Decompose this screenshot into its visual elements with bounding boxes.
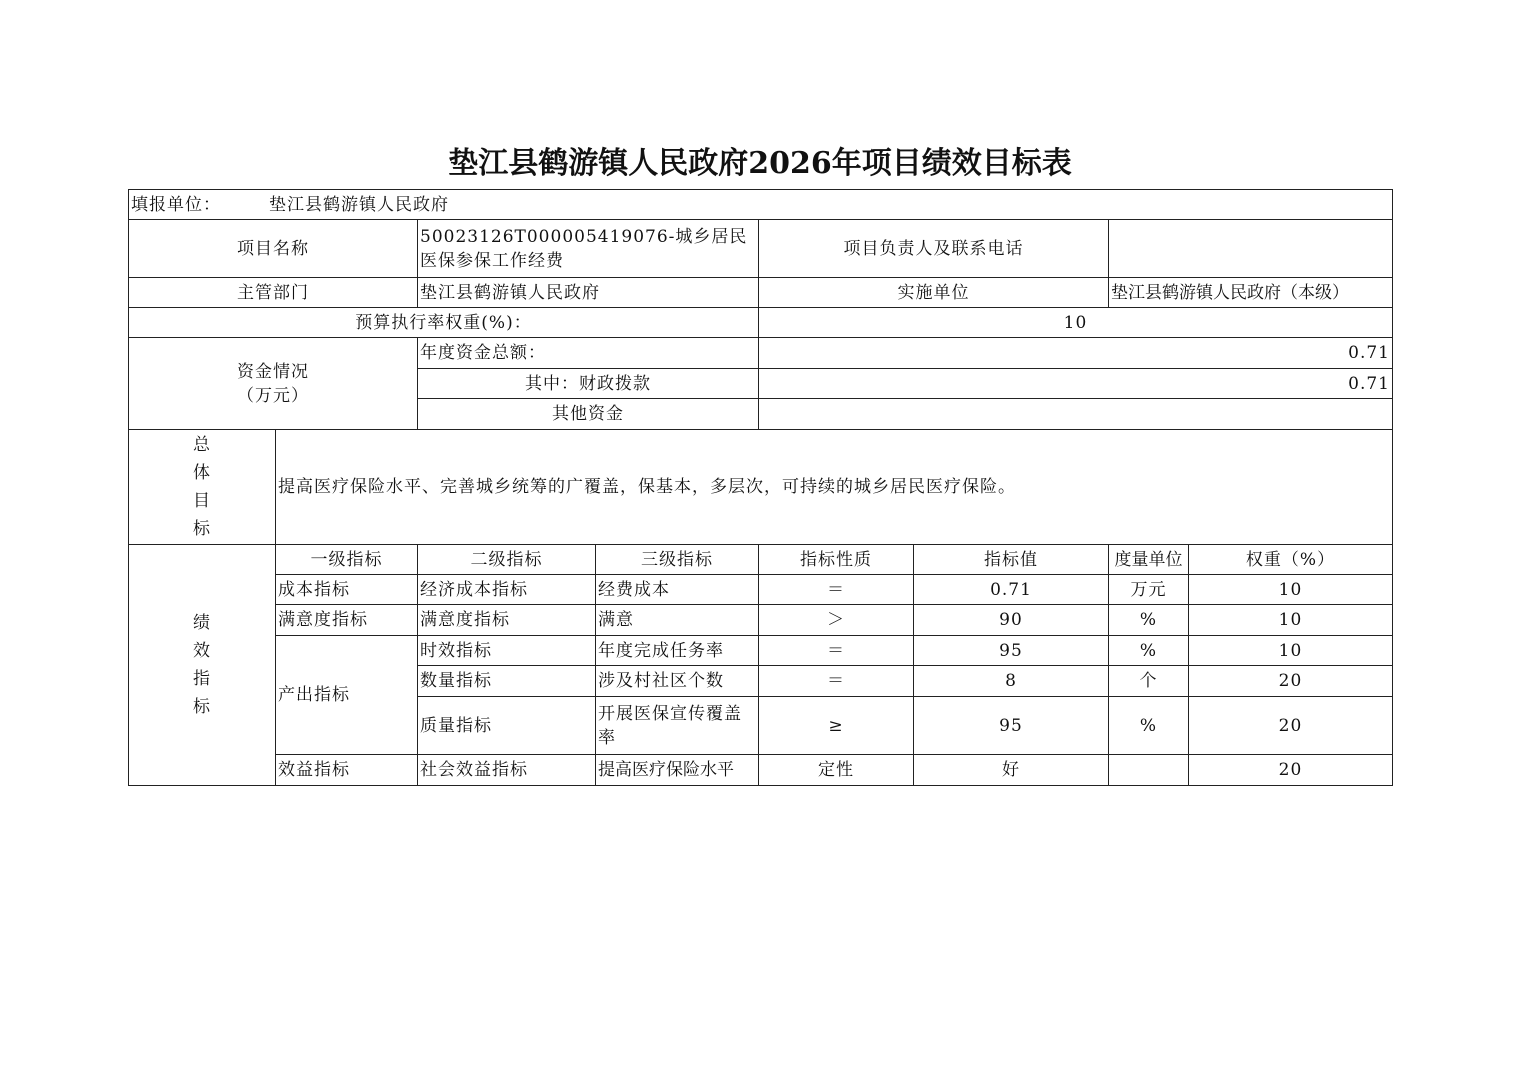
header-level1: 一级指标 <box>276 545 418 575</box>
table-row <box>129 755 1393 786</box>
cell-level2: 质量指标 <box>418 697 596 755</box>
fill-unit-label: 填报单位： <box>131 194 221 215</box>
cell-unit <box>1109 755 1189 786</box>
funds-label-line2: （万元） <box>237 385 309 406</box>
overall-goal-char: 目 <box>192 491 211 511</box>
cell-level2: 数量指标 <box>418 666 596 697</box>
overall-goal-label <box>129 430 276 545</box>
budget-weight-label: 预算执行率权重(%)： <box>129 308 759 338</box>
indicators-char: 绩 <box>192 613 211 633</box>
cell-level2: 满意度指标 <box>418 605 596 636</box>
cell-unit: % <box>1109 697 1189 755</box>
cell-level3: 提高医疗保险水平 <box>596 755 759 786</box>
cell-level3: 经费成本 <box>596 575 759 605</box>
header-unit: 度量单位 <box>1109 545 1189 575</box>
overall-goal-char: 体 <box>192 463 211 483</box>
fill-unit-row <box>129 190 1393 220</box>
cell-unit: % <box>1109 605 1189 636</box>
cell-value: 95 <box>914 636 1109 666</box>
indicators-label-text <box>192 609 212 721</box>
project-name-value: 50023126T000005419076-城乡居民医保参保工作经费 <box>418 220 759 278</box>
funds-label-line1: 资金情况 <box>237 361 309 382</box>
cell-level1: 成本指标 <box>276 575 418 605</box>
cell-nature: ≥ <box>759 697 914 755</box>
department-value: 垫江县鹤游镇人民政府 <box>418 278 759 308</box>
funds-fiscal-value: 0.71 <box>759 369 1393 399</box>
header-nature: 指标性质 <box>759 545 914 575</box>
cell-level3: 年度完成任务率 <box>596 636 759 666</box>
indicators-char: 效 <box>192 641 211 661</box>
implementing-unit-value: 垫江县鹤游镇人民政府（本级） <box>1109 278 1393 308</box>
cell-level2: 时效指标 <box>418 636 596 666</box>
fill-unit-value: 垫江县鹤游镇人民政府 <box>269 194 449 215</box>
department-row <box>129 278 1393 308</box>
table-row <box>129 605 1393 636</box>
cell-unit: % <box>1109 636 1189 666</box>
budget-weight-value: 10 <box>759 308 1393 338</box>
header-level2: 二级指标 <box>418 545 596 575</box>
implementing-unit-label: 实施单位 <box>759 278 1109 308</box>
table-row <box>129 575 1393 605</box>
cell-level1-output: 产出指标 <box>276 636 418 755</box>
cell-nature: 定性 <box>759 755 914 786</box>
funds-fiscal-label: 其中：财政拨款 <box>418 369 759 399</box>
performance-target-table <box>128 189 1393 786</box>
indicators-label <box>129 545 276 786</box>
cell-nature: ＝ <box>759 666 914 697</box>
funds-other-label: 其他资金 <box>418 399 759 430</box>
cell-unit: 个 <box>1109 666 1189 697</box>
page-title: 垫江县鹤游镇人民政府2026年项目绩效目标表 <box>448 146 1072 181</box>
project-contact-value <box>1109 220 1393 278</box>
project-name-label: 项目名称 <box>129 220 418 278</box>
project-contact-label: 项目负责人及联系电话 <box>759 220 1109 278</box>
cell-weight: 10 <box>1189 575 1393 605</box>
cell-value: 0.71 <box>914 575 1109 605</box>
budget-weight-row <box>129 308 1393 338</box>
cell-level2: 社会效益指标 <box>418 755 596 786</box>
table-row <box>129 636 1393 666</box>
cell-level1: 满意度指标 <box>276 605 418 636</box>
indicators-header-row <box>129 545 1393 575</box>
overall-goal-char: 标 <box>192 519 211 539</box>
cell-value: 95 <box>914 697 1109 755</box>
cell-weight: 20 <box>1189 666 1393 697</box>
cell-value: 好 <box>914 755 1109 786</box>
fill-unit-cell <box>129 190 1393 220</box>
overall-goal-text: 提高医疗保险水平、完善城乡统筹的广覆盖，保基本，多层次，可持续的城乡居民医疗保险。 <box>276 430 1393 545</box>
cell-nature: ＝ <box>759 636 914 666</box>
overall-goal-row <box>129 430 1393 545</box>
project-name-row <box>129 220 1393 278</box>
cell-level3: 满意 <box>596 605 759 636</box>
header-value: 指标值 <box>914 545 1109 575</box>
funds-total-row <box>129 338 1393 369</box>
cell-level1: 效益指标 <box>276 755 418 786</box>
funds-total-value: 0.71 <box>759 338 1393 369</box>
cell-weight: 10 <box>1189 636 1393 666</box>
cell-nature: ＝ <box>759 575 914 605</box>
header-weight: 权重（%） <box>1189 545 1393 575</box>
cell-level3: 涉及村社区个数 <box>596 666 759 697</box>
header-level3: 三级指标 <box>596 545 759 575</box>
overall-goal-char: 总 <box>192 435 211 455</box>
funds-other-value <box>759 399 1393 430</box>
funds-total-label: 年度资金总额： <box>418 338 759 369</box>
funds-label <box>129 338 418 430</box>
cell-unit: 万元 <box>1109 575 1189 605</box>
cell-value: 90 <box>914 605 1109 636</box>
cell-weight: 10 <box>1189 605 1393 636</box>
cell-weight: 20 <box>1189 697 1393 755</box>
cell-nature: ＞ <box>759 605 914 636</box>
department-label: 主管部门 <box>129 278 418 308</box>
overall-goal-label-text <box>192 431 212 543</box>
indicators-char: 标 <box>192 697 211 717</box>
cell-level2: 经济成本指标 <box>418 575 596 605</box>
indicators-char: 指 <box>192 669 211 689</box>
cell-value: 8 <box>914 666 1109 697</box>
cell-level3: 开展医保宣传覆盖率 <box>596 697 759 755</box>
cell-weight: 20 <box>1189 755 1393 786</box>
